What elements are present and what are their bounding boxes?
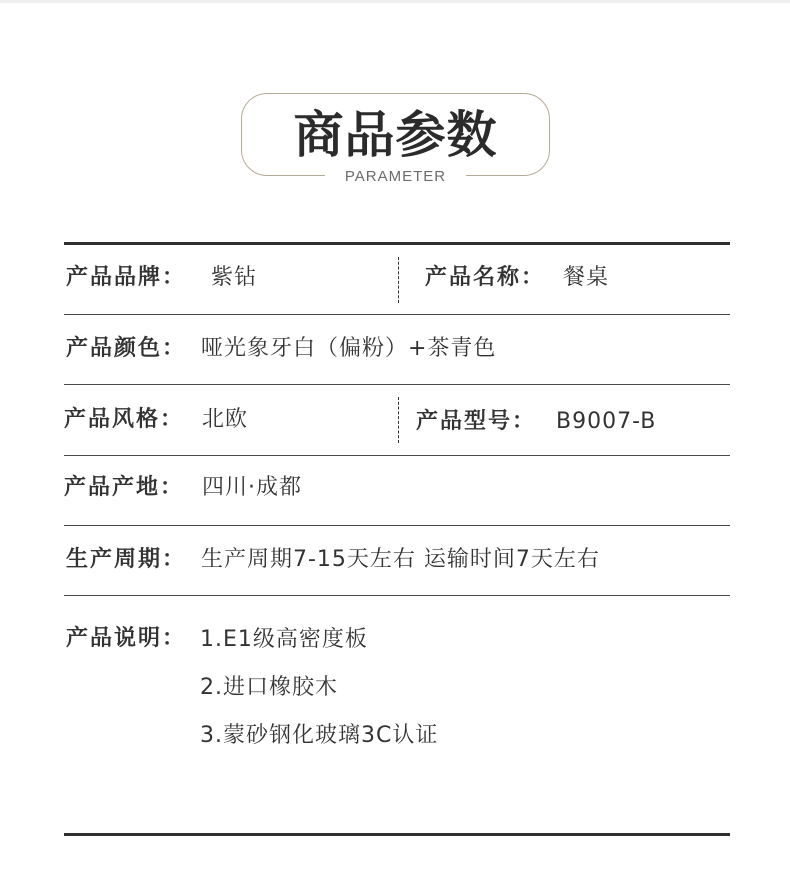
origin-label: 产品产地： <box>64 475 185 500</box>
style-label: 产品风格： <box>64 407 185 432</box>
model-value: B9007-B <box>556 409 657 434</box>
desc-item: 2.进口橡胶木 <box>200 675 338 700</box>
cycle-label: 生产周期： <box>66 547 187 572</box>
section-title: 商品参数 <box>293 106 498 164</box>
row-divider <box>64 384 730 385</box>
desc-item: 1.E1级高密度板 <box>200 627 368 652</box>
row-divider <box>64 595 730 596</box>
section-subtitle: PARAMETER <box>344 168 447 185</box>
name-value: 餐桌 <box>563 265 610 290</box>
style-value: 北欧 <box>202 407 249 432</box>
model-label: 产品型号： <box>416 409 537 434</box>
desc-item: 3.蒙砂钢化玻璃3C认证 <box>200 723 439 748</box>
brand-label: 产品品牌： <box>66 265 187 290</box>
origin-value: 四川·成都 <box>202 475 302 500</box>
row-divider <box>64 455 730 456</box>
table-bottom-rule <box>64 833 730 836</box>
color-label: 产品颜色： <box>66 336 187 361</box>
color-value: 哑光象牙白（偏粉）+茶青色 <box>201 336 497 361</box>
column-separator <box>398 397 399 443</box>
row-divider <box>64 314 730 315</box>
table-top-rule <box>64 242 730 245</box>
column-separator <box>398 257 399 303</box>
brand-value: 紫钻 <box>211 265 258 290</box>
name-label: 产品名称： <box>425 265 546 290</box>
desc-label: 产品说明： <box>66 626 187 651</box>
top-divider <box>0 0 790 3</box>
subtitle-wrap <box>325 166 466 188</box>
cycle-value: 生产周期7-15天左右 运输时间7天左右 <box>201 547 600 572</box>
row-divider <box>64 525 730 526</box>
